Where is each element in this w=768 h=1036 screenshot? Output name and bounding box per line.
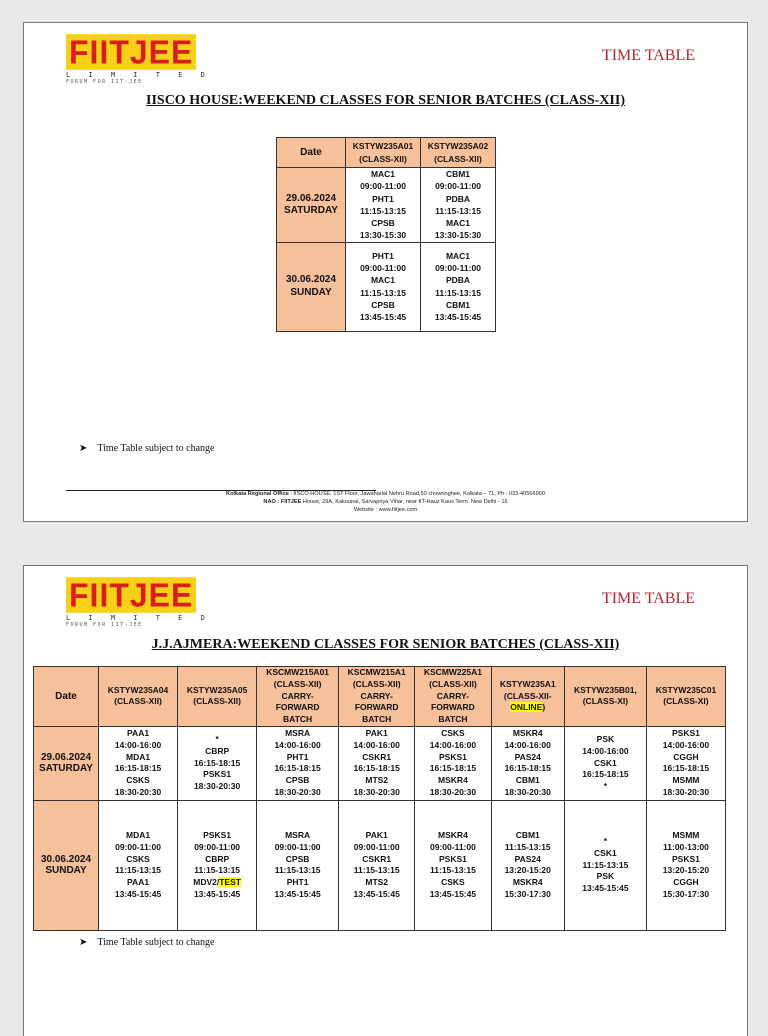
fiitjee-logo bbox=[66, 576, 212, 628]
schedule-cell: PHT1 09:00-11:00 MAC1 11:15-13:15 CPSB 13:45-15:45 bbox=[346, 242, 421, 331]
schedule-cell: MDA1 09:00-11:00 CSKS 11:15-13:15 PAA1 13:45-15:45 bbox=[99, 800, 178, 930]
schedule-cell: PAK1 14:00-16:00 CSKR1 16:15-18:15 MTS2 18:30-20:30 bbox=[339, 726, 415, 800]
note bbox=[79, 937, 214, 948]
batch-header: KSTYW235C01 (CLASS-XI) bbox=[646, 667, 725, 727]
schedule-cell: PAK1 09:00-11:00 CSKR1 11:15-13:15 MTS2 13:45-15:45 bbox=[339, 800, 415, 930]
arrow-bullet-icon: ➤ bbox=[79, 443, 88, 454]
test-highlight: TEST bbox=[219, 877, 241, 888]
date-header: Date bbox=[277, 138, 346, 168]
note bbox=[79, 443, 214, 454]
batch-header: KSTYW235A04 (CLASS-XII) bbox=[99, 667, 178, 727]
schedule-cell: MAC1 09:00-11:00 PDBA 11:15-13:15 CBM1 13:45-15:45 bbox=[421, 242, 496, 331]
schedule-cell: MSRA 09:00-11:00 CPSB 11:15-13:15 PHT1 13:45-15:45 bbox=[257, 800, 339, 930]
arrow-bullet-icon: ➤ bbox=[79, 937, 88, 948]
date-cell: 30.06.2024 SUNDAY bbox=[34, 800, 99, 930]
timetable-iisco bbox=[276, 137, 496, 332]
date-cell: 30.06.2024 SUNDAY bbox=[277, 242, 346, 331]
timetable-jjajmera bbox=[33, 666, 726, 931]
document-page-1 bbox=[23, 22, 748, 522]
logo-brand: FIITJEE bbox=[66, 577, 196, 613]
page-title: J.J.AJMERA:WEEKEND CLASSES FOR SENIOR BATCHES (CLASS-XII) bbox=[151, 637, 620, 652]
schedule-cell: PAA1 14:00-16:00 MDA1 16:15-18:15 CSKS 18:30-20:30 bbox=[99, 726, 178, 800]
batch-header: KSCMW225A1 (CLASS-XII) CARRY- FORWARD BATCH bbox=[415, 667, 491, 727]
footer-line-1: Kolkata Regional Office : IISCO HOUSE, 1ST Floor, Jawaharlal Nehru Road,50 chowringhee, Kolkata – 71, Ph : 033-40566900 bbox=[226, 491, 545, 497]
date-cell: 29.06.2024 SATURDAY bbox=[34, 726, 99, 800]
logo-sub: L I M I T E D bbox=[66, 71, 212, 79]
online-highlight: ONLINE bbox=[510, 702, 543, 713]
note-text: Time Table subject to change bbox=[97, 937, 215, 948]
note-text: Time Table subject to change bbox=[97, 443, 215, 454]
batch-header: KSTYW235A01 (CLASS-XII) bbox=[346, 138, 421, 168]
schedule-cell: MAC1 09:00-11:00 PHT1 11:15-13:15 CPSB 13:30-15:30 bbox=[346, 168, 421, 243]
batch-header: KSTYW235A02 (CLASS-XII) bbox=[421, 138, 496, 168]
time-table-label: TIME TABLE bbox=[601, 47, 695, 64]
schedule-cell: * CBRP 16:15-18:15 PSKS1 18:30-20:30 bbox=[178, 726, 257, 800]
schedule-cell: CBM1 11:15-13:15 PAS24 13:20-15:20 MSKR4 15:30-17:30 bbox=[491, 800, 564, 930]
time-table-label: TIME TABLE bbox=[601, 590, 695, 607]
schedule-cell: MSMM 11:00-13:00 PSKS1 13:20-15:20 CGGH 15:30-17:30 bbox=[646, 800, 725, 930]
footer-line-2: NAO : FIITJEE House, 29A, Kalusarai, Sarvapriya Vihar, near IIT-Hauz Kaus Term. New Delhi - 16 bbox=[263, 499, 508, 505]
date-header: Date bbox=[34, 667, 99, 727]
logo-tagline: FORUM FOR IIT-JEE bbox=[66, 622, 143, 628]
schedule-cell: PSKS1 09:00-11:00 CBRP 11:15-13:15 MDV2/TEST 13:45-15:45 bbox=[178, 800, 257, 930]
footer-line-3: Website : www.fiitjee.com bbox=[353, 507, 418, 513]
batch-header: KSCMW215A1 (CLASS-XII) CARRY- FORWARD BATCH bbox=[339, 667, 415, 727]
schedule-cell: PSK 14:00-16:00 CSK1 16:15-18:15 * bbox=[564, 726, 646, 800]
batch-header: KSTYW235A1 (CLASS-XII- ONLINE) bbox=[491, 667, 564, 727]
batch-header: KSTYW235B01, (CLASS-XI) bbox=[564, 667, 646, 727]
schedule-cell: MSRA 14:00-16:00 PHT1 16:15-18:15 CPSB 18:30-20:30 bbox=[257, 726, 339, 800]
schedule-cell: PSKS1 14:00-16:00 CGGH 16:15-18:15 MSMM 18:30-20:30 bbox=[646, 726, 725, 800]
page-title: IISCO HOUSE:WEEKEND CLASSES FOR SENIOR BATCHES (CLASS-XII) bbox=[146, 93, 625, 108]
schedule-cell: CBM1 09:00-11:00 PDBA 11:15-13:15 MAC1 13:30-15:30 bbox=[421, 168, 496, 243]
date-cell: 29.06.2024 SATURDAY bbox=[277, 168, 346, 243]
fiitjee-logo bbox=[66, 33, 212, 85]
document-page-2 bbox=[23, 565, 748, 1036]
footer bbox=[24, 490, 747, 514]
batch-header: KSCMW215A01 (CLASS-XII) CARRY- FORWARD BATCH bbox=[257, 667, 339, 727]
logo-tagline: FORUM FOR IIT-JEE bbox=[66, 79, 143, 85]
batch-header: KSTYW235A05 (CLASS-XII) bbox=[178, 667, 257, 727]
logo-brand: FIITJEE bbox=[66, 34, 196, 70]
schedule-cell: CSKS 14:00-16:00 PSKS1 16:15-18:15 MSKR4 18:30-20:30 bbox=[415, 726, 491, 800]
logo-sub: L I M I T E D bbox=[66, 614, 212, 622]
schedule-cell: * CSK1 11:15-13:15 PSK 13:45-15:45 bbox=[564, 800, 646, 930]
schedule-cell: MSKR4 09:00-11:00 PSKS1 11:15-13:15 CSKS 13:45-15:45 bbox=[415, 800, 491, 930]
schedule-cell: MSKR4 14:00-16:00 PAS24 16:15-18:15 CBM1 18:30-20:30 bbox=[491, 726, 564, 800]
